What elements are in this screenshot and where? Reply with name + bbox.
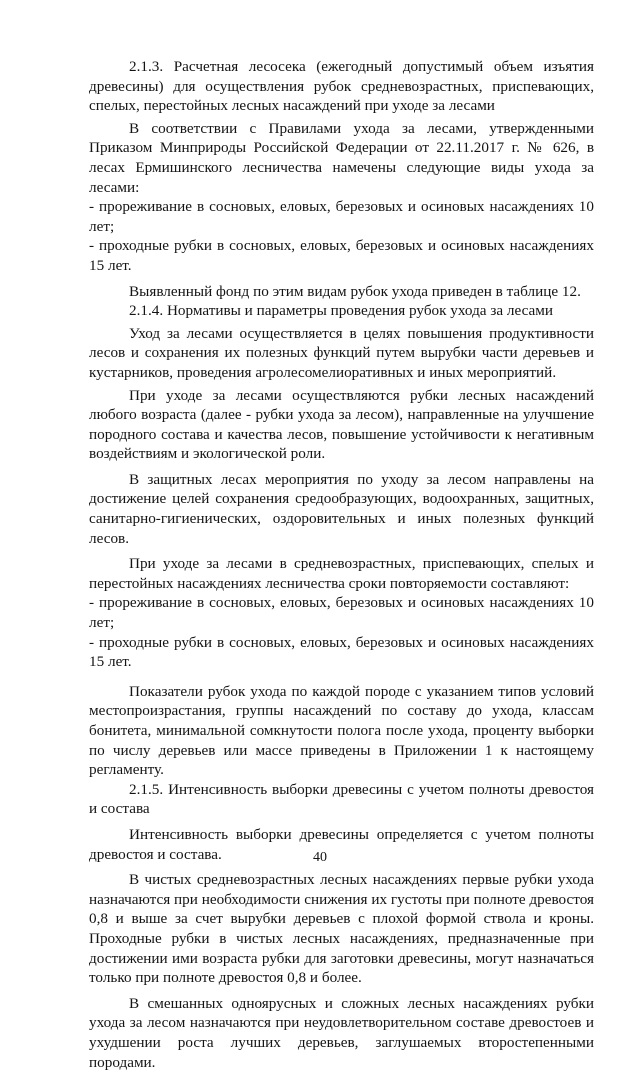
list-item-thinning: - прореживание в сосновых, еловых, березовых и осиновых насаждениях 10 лет; [89,198,594,235]
paragraph-care-purpose: Уход за лесами осуществляется в целях повышения продуктивности лесов и сохранения их полезных функций путем вырубки части деревьев и кустарников, проведения агролесомелиоративных и иных мероприятий. [89,324,594,381]
page-body [89,57,594,1072]
page-number: 40 [313,850,327,865]
paragraph-repeat-periods: При уходе за лесами в средневозрастных, приспевающих, спелых и перестойных насаждениях лесничества сроки повторяемости составляют: [89,555,594,592]
paragraph-care-cuttings: При уходе за лесами осуществляются рубки лесных насаждений любого возраста (далее - рубки ухода за лесом), направленные на улучшение породного состава и качества лесов, повышение устойчивости к негативным воздействиям и экологической роли. [89,386,594,463]
section-heading-2-1-5: 2.1.5. Интенсивность выборки древесины с учетом полноты древостоя и состава [89,780,594,818]
list-item-thinning-2: - прореживание в сосновых, еловых, березовых и осиновых насаждениях 10 лет; [89,594,594,632]
paragraph-mixed-stands: В смешанных одноярусных и сложных лесных насаждениях рубки ухода за лесом назначаются при неудовлетворительном составе древостоев и ухудшении роста лучших деревьев, заглушаемых второстепенными породами. [89,994,594,1071]
paragraph-care-rules: В соответствии с Правилами ухода за лесами, утвержденными Приказом Минприроды Российской Федерации от 22.11.2017 г. № 626, в лесах Ермишинского лесничества намечены следующие виды ухода за лесами: [89,119,594,196]
paragraph-intensity: Интенсивность выборки древесины определяется с учетом полноты древостоя и состава. [89,825,594,863]
list-item-passage-cutting-2: - проходные рубки в сосновых, еловых, березовых и осиновых насаждениях 15 лет. [89,633,594,671]
section-heading-2-1-3: 2.1.3. Расчетная лесосека (ежегодный допустимый объем изъятия древесины) для осуществления рубок средневозрастных, приспевающих, спелых, перестойных лесных насаждений при уходе за лесами [89,58,594,115]
paragraph-pure-stands: В чистых средневозрастных лесных насаждениях первые рубки ухода назначаются при необходимости снижения их густоты при полноте древостоя 0,8 и выше за счет вырубки деревьев с плохой формой ствола и кроны. Проходные рубки в чистых лесных насаждениях, предназначенные при достижении ими возраста рубки для заготовки древесины, могут назначаться только при полноте древостоя 0,8 и более. [89,871,594,987]
paragraph-protective-forests: В защитных лесах мероприятия по уходу за лесом направлены на достижение целей сохранения средообразующих, водоохранных, защитных, санитарно-гигиенических, оздоровительных и иных полезных функций лесов. [89,470,594,547]
list-item-passage-cutting: - проходные рубки в сосновых, еловых, березовых и осиновых насаждениях 15 лет. [89,237,594,274]
paragraph-table-reference: Выявленный фонд по этим видам рубок ухода приведен в таблице 12. [129,282,581,300]
paragraph-indicators: Показатели рубок ухода по каждой породе с указанием типов условий местопроизрастания, группы насаждений по составу до ухода, классам бонитета, минимальной сомкнутости полога после ухода, проценту выборки по числу деревьев или массе приведены в Приложении 1 к настоящему регламенту. [89,682,594,779]
section-heading-2-1-4: 2.1.4. Нормативы и параметры проведения рубок ухода за лесами [129,302,553,320]
